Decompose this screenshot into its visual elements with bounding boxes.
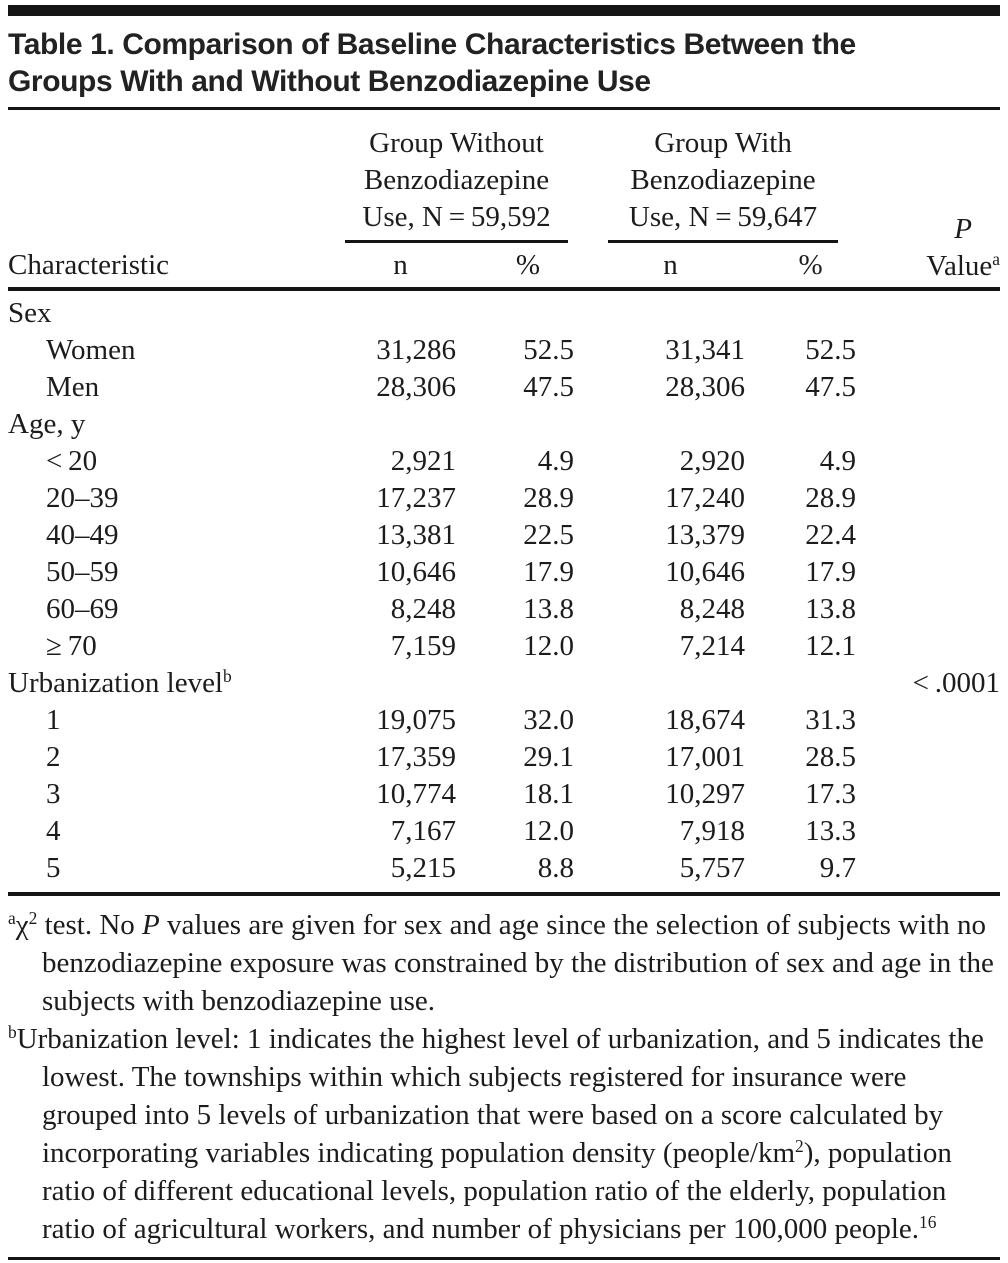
cell-pct-with: [753, 406, 868, 443]
cell-n-with: 10,297: [665, 778, 746, 810]
cell-p-value: [868, 813, 1000, 850]
row-label: < 20: [46, 445, 98, 477]
row-label: Age, y: [8, 408, 86, 440]
cell-pct-without: 12.0: [523, 630, 575, 662]
table-top-rule: [8, 5, 1000, 16]
table-row: [8, 332, 1000, 369]
cell-pct-without: 52.5: [523, 334, 575, 366]
footnotes: [8, 906, 1000, 1248]
cell-pct-with: 13.8: [805, 593, 857, 625]
cell-n-without: 7,159: [390, 630, 456, 662]
cell-pct-with: 9.7: [753, 850, 868, 894]
cell-p-value: < .0001: [912, 667, 1001, 699]
table-row: [8, 289, 1000, 332]
cell-pct-without: 32.0: [523, 704, 575, 736]
cell-pct-without: 17.9: [523, 556, 575, 588]
cell-pct-without: [468, 665, 588, 702]
row-label: Sex: [8, 289, 333, 332]
cell-n-with: 5,757: [588, 850, 753, 894]
cell-n-with: [588, 289, 753, 332]
row-label: 2: [46, 741, 61, 773]
cell-p-value: [868, 739, 1000, 776]
cell-p-value: [868, 289, 1000, 332]
cell-p-value: [868, 591, 1000, 628]
table-body: [8, 289, 1000, 894]
cell-p-value: [868, 776, 1000, 813]
cell-p-value: [868, 702, 1000, 739]
table-row: [8, 702, 1000, 739]
cell-n-with: 7,214: [679, 630, 746, 662]
cell-n-without: 7,167: [390, 815, 456, 847]
cell-p-value: [868, 406, 1000, 443]
cell-n-with: 13,379: [665, 519, 746, 551]
cell-n-without: 10,646: [376, 556, 456, 588]
cell-n-without: 8,248: [390, 593, 456, 625]
cell-n-without: 17,237: [376, 482, 456, 514]
group-header-row: [8, 113, 1000, 243]
table-row: [8, 369, 1000, 406]
cell-pct-with: 17.3: [805, 778, 857, 810]
cell-n-without: [333, 406, 468, 443]
p-value-italic-p: P: [954, 213, 972, 245]
cell-n-without: 31,286: [376, 334, 456, 366]
table-row: [8, 591, 1000, 628]
group-without-line-1: Group Without: [369, 127, 544, 159]
cell-pct-without: 29.1: [523, 741, 575, 773]
table-bottom-rule: [8, 1257, 1000, 1260]
group-with-spanner: [608, 125, 838, 243]
column-header-characteristic: Characteristic: [8, 249, 170, 281]
cell-pct-with: 28.9: [805, 482, 857, 514]
p-value-header-wrap: [926, 211, 1000, 285]
group-with-line-1: Group With: [654, 127, 792, 159]
table-row: [8, 813, 1000, 850]
row-label: 60–69: [46, 593, 119, 625]
cell-pct-without: 12.0: [523, 815, 575, 847]
group-without-spanner: [345, 125, 568, 243]
group-with-line-2: Benzodiazepine: [630, 164, 816, 196]
cell-pct-with: 22.4: [805, 519, 857, 551]
row-label: Urbanization level$^b$: [8, 666, 232, 699]
table-title: [8, 26, 1000, 110]
cell-pct-without: 13.8: [523, 593, 575, 625]
table-row: [8, 665, 1000, 702]
cell-p-value: [868, 850, 1000, 894]
row-label: 1: [46, 704, 61, 736]
cell-pct-with: 4.9: [819, 445, 857, 477]
p-value-header-value: [926, 248, 1000, 285]
cell-p-value: [868, 480, 1000, 517]
p-value-header-p: [926, 211, 1000, 248]
cell-pct-with: 17.9: [805, 556, 857, 588]
row-label: 3: [46, 778, 61, 810]
cell-pct-without: 47.5: [523, 371, 575, 403]
table-row: [8, 443, 1000, 480]
cell-n-with: 10,646: [665, 556, 746, 588]
cell-n-with: 2,920: [679, 445, 746, 477]
cell-n-without: 10,774: [376, 778, 456, 810]
footnote-b: $^b$Urbanization level: 1 indicates the highest level of urbanization, and 5 indicates the lowest. The townships within which subjects registered for insurance were grouped into 5 levels of urbanization that were based on a score calculated by incorporating variables indicating population density $(people/km^2)$, population ratio of different educational levels, population ratio of the elderly, population ratio of agricultural workers, and number of physicians per 100,000 people.$^{16}$: [8, 1022, 984, 1245]
row-label: ≥ 70: [46, 630, 97, 662]
group-with-line-3: Use, N = 59,647: [628, 201, 818, 233]
cell-n-without: [333, 665, 468, 702]
p-value-word: Value: [926, 250, 993, 282]
column-header-group-without: [333, 113, 588, 243]
cell-n-with: 18,674: [665, 704, 746, 736]
table-title-line-2: Groups With and Without Benzodiazepine Use: [8, 65, 651, 98]
cell-pct-with: 13.3: [805, 815, 857, 847]
row-label: 4: [46, 815, 61, 847]
cell-n-with: 7,918: [679, 815, 746, 847]
cell-pct-without: [468, 406, 588, 443]
cell-pct-without: 4.9: [537, 445, 575, 477]
cell-p-value: [868, 369, 1000, 406]
cell-p-value: [868, 332, 1000, 369]
cell-n-without: 28,306: [376, 371, 456, 403]
cell-pct-without: 8.8: [468, 850, 588, 894]
column-header-pct-without: %: [515, 249, 541, 281]
cell-p-value: [868, 517, 1000, 554]
cell-pct-with: 52.5: [805, 334, 857, 366]
cell-pct-with: [753, 665, 868, 702]
p-value-footnote-marker: a: [992, 249, 1001, 270]
cell-n-without: [333, 289, 468, 332]
row-label: 20–39: [46, 482, 119, 514]
cell-pct-without: 22.5: [523, 519, 575, 551]
table-row: [8, 554, 1000, 591]
table-row: [8, 517, 1000, 554]
row-label: Women: [46, 334, 136, 366]
row-label: 50–59: [46, 556, 119, 588]
column-header-group-with: [588, 113, 868, 243]
table-row: [8, 628, 1000, 665]
cell-n-without: 13,381: [376, 519, 456, 551]
row-label: 40–49: [46, 519, 119, 551]
cell-pct-without: 18.1: [523, 778, 575, 810]
cell-n-without: 5,215: [333, 850, 468, 894]
cell-pct-with: 31.3: [805, 704, 857, 736]
baseline-characteristics-table: [8, 113, 1000, 896]
column-header-pct-with: %: [798, 249, 823, 281]
cell-n-with: 8,248: [679, 593, 746, 625]
table-row: [8, 776, 1000, 813]
cell-n-with: 17,001: [665, 741, 746, 773]
group-without-line-2: Benzodiazepine: [363, 164, 550, 196]
cell-n-with: 28,306: [665, 371, 746, 403]
row-label: 5: [8, 850, 333, 894]
table-title-line-1: Table 1. Comparison of Baseline Characteristics Between the: [8, 28, 856, 61]
table-row: [8, 406, 1000, 443]
cell-n-without: 19,075: [376, 704, 456, 736]
cell-n-with: [588, 406, 753, 443]
cell-n-without: 17,359: [376, 741, 456, 773]
cell-pct-without: [468, 289, 588, 332]
column-header-p-value: [868, 113, 1000, 289]
column-header-n-with: n: [663, 249, 678, 281]
cell-n-without: 2,921: [390, 445, 456, 477]
cell-n-with: 17,240: [665, 482, 746, 514]
column-header-n-without: n: [393, 249, 408, 281]
cell-n-with: [588, 665, 753, 702]
cell-p-value: [868, 554, 1000, 591]
table-row: [8, 480, 1000, 517]
table-row: [8, 739, 1000, 776]
cell-n-with: 31,341: [665, 334, 746, 366]
cell-pct-without: 28.9: [523, 482, 575, 514]
cell-pct-with: 12.1: [805, 630, 857, 662]
footnote-a: $^a\chi^2$ test. No P values are given for sex and age since the selection of subjects with no benzodiazepine exposure was constrained by the distribution of sex and age in the subjects with benzodiazepine use.: [8, 908, 994, 1017]
cell-pct-with: 28.5: [805, 741, 857, 773]
cell-pct-with: [753, 289, 868, 332]
group-without-line-3: Use, N = 59,592: [362, 201, 551, 233]
cell-pct-with: 47.5: [805, 371, 857, 403]
table-row: [8, 850, 1000, 894]
row-label: Men: [46, 371, 100, 403]
cell-p-value: [868, 443, 1000, 480]
cell-p-value: [868, 628, 1000, 665]
